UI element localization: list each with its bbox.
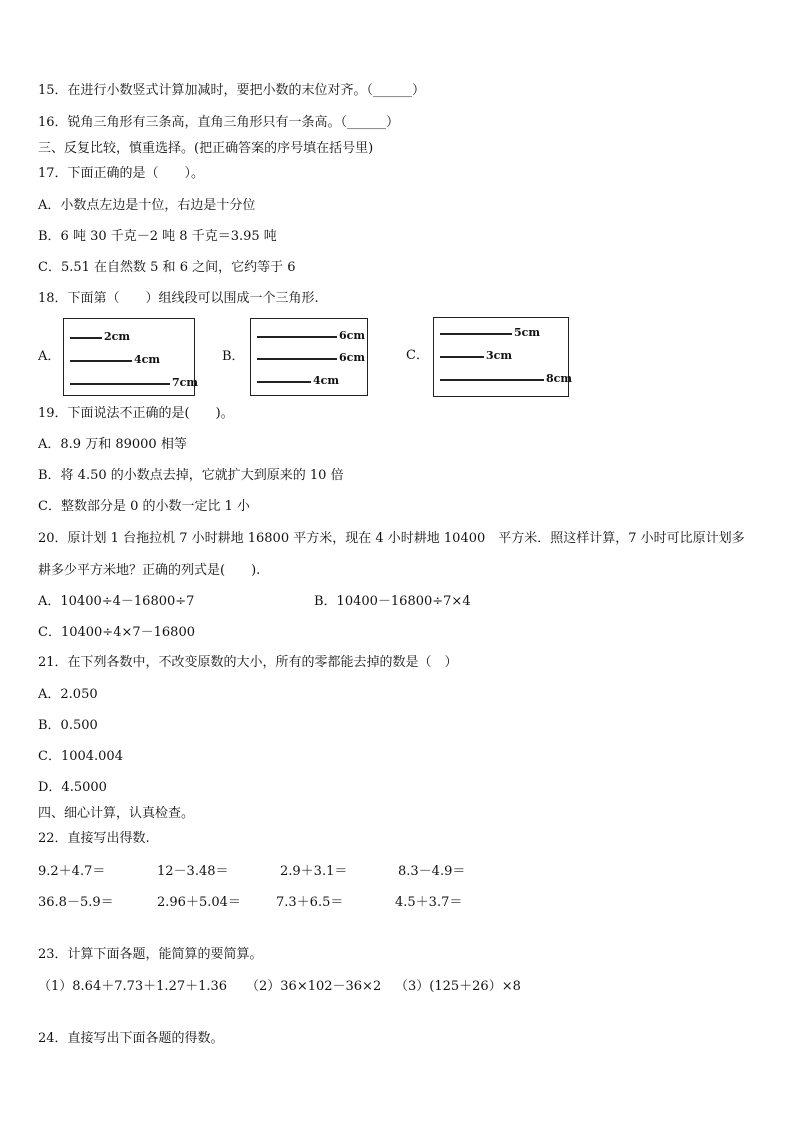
segment-group-b <box>250 318 368 396</box>
question-18-label-c: C． <box>406 348 429 363</box>
segment-b1-label: 6cm <box>339 329 365 342</box>
q22-item-5: 36.8－5.9＝ <box>38 895 114 910</box>
q23-item-3: （3）(125＋26）×8 <box>395 979 521 994</box>
section-3-heading: 三、反复比较，慎重选择。(把正确答案的序号填在括号里) <box>38 141 374 156</box>
q23-item-2: （2）36×102－36×2 <box>246 979 382 994</box>
question-16: 16．锐角三角形有三条高，直角三角形只有一条高。（______） <box>38 115 400 130</box>
question-21-option-d: D．4.5000 <box>38 780 107 795</box>
q22-item-7: 7.3＋6.5＝ <box>276 895 344 910</box>
q23-item-1: （1）8.64＋7.73＋1.27＋1.36 <box>38 979 228 994</box>
question-18-stem: 18．下面第（ ）组线段可以围成一个三角形. <box>38 291 319 306</box>
q22-item-8: 4.5＋3.7＝ <box>395 895 463 910</box>
segment-a2-label: 4cm <box>134 353 160 366</box>
question-17-option-b: B．6 吨 30 千克－2 吨 8 千克＝3.95 吨 <box>38 229 277 244</box>
question-19-stem: 19．下面说法不正确的是( )。 <box>38 406 234 421</box>
segment-b2-label: 6cm <box>339 351 365 364</box>
segment-a3-label: 7cm <box>172 376 198 389</box>
q22-item-2: 12－3.48＝ <box>157 864 229 879</box>
q22-item-3: 2.9＋3.1＝ <box>280 864 348 879</box>
question-20-stem-line-1: 20．原计划 1 台拖拉机 7 小时耕地 16800 平方米，现在 4 小时耕地 10400 平方米．照这样计算，7 小时可比原计划多 <box>38 531 745 546</box>
question-17-option-a: A．小数点左边是十位，右边是十分位 <box>38 198 256 213</box>
question-20-option-b: B．10400－16800÷7×4 <box>314 594 471 609</box>
section-4-heading: 四、细心计算，认真检查。 <box>38 806 195 821</box>
question-23-stem: 23．计算下面各题，能简算的要简算。 <box>38 947 263 962</box>
segment-group-a <box>63 318 198 396</box>
question-20-option-a: A．10400÷4－16800÷7 <box>38 594 195 609</box>
segment-c3-label: 8cm <box>546 372 572 385</box>
segment-group-c <box>433 317 572 397</box>
question-19-option-a: A．8.9 万和 89000 相等 <box>38 437 187 452</box>
question-20-option-c: C．10400÷4×7－16800 <box>38 625 195 640</box>
question-18-label-b: B． <box>222 349 245 364</box>
question-20-stem-line-2: 耕多少平方米地？正确的列式是( ). <box>38 563 261 578</box>
question-19-option-c: C．整数部分是 0 的小数一定比 1 小 <box>38 499 251 514</box>
segment-c2-label: 3cm <box>486 349 512 362</box>
q22-item-6: 2.96＋5.04＝ <box>157 895 241 910</box>
segment-b3-label: 4cm <box>313 374 339 387</box>
question-17-stem: 17．下面正确的是（ ）。 <box>38 166 205 181</box>
question-15: 15．在进行小数竖式计算加减时，要把小数的末位对齐。（______） <box>38 83 426 98</box>
segment-a1-label: 2cm <box>104 330 130 343</box>
segment-c1-label: 5cm <box>514 326 540 339</box>
question-21-option-b: B．0.500 <box>38 718 98 733</box>
question-21-option-a: A．2.050 <box>38 687 98 702</box>
question-17-option-c: C．5.51 在自然数 5 和 6 之间，它约等于 6 <box>38 260 296 275</box>
question-19-option-b: B．将 4.50 的小数点去掉，它就扩大到原来的 10 倍 <box>38 468 344 483</box>
question-18-label-a: A． <box>38 349 61 364</box>
q22-item-4: 8.3－4.9＝ <box>398 864 466 879</box>
q22-item-1: 9.2＋4.7＝ <box>38 864 106 879</box>
question-21-stem: 21．在下列各数中，不改变原数的大小，所有的零都能去掉的数是（ ） <box>38 655 458 670</box>
question-22-stem: 22．直接写出得数. <box>38 831 150 846</box>
question-21-option-c: C．1004.004 <box>38 749 123 764</box>
question-24-stem: 24．直接写出下面各题的得数。 <box>38 1031 224 1046</box>
